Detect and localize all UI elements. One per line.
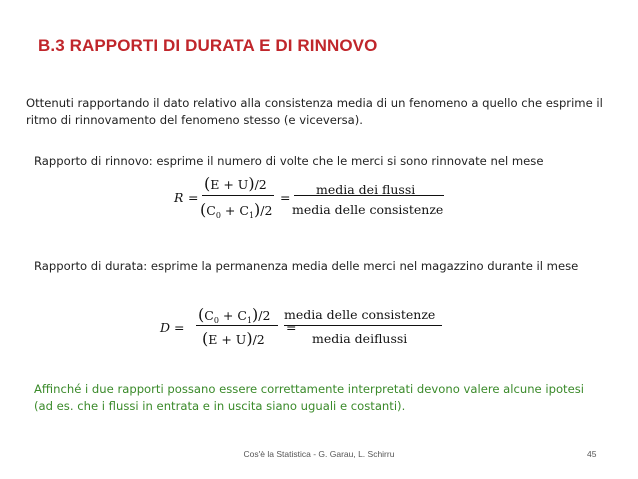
- formula-equals: =: [188, 190, 199, 205]
- fraction-bar: [196, 325, 278, 326]
- ratio-numerator: media dei flussi: [316, 182, 416, 197]
- formula-equals-2: =: [286, 320, 297, 335]
- formula-equals: =: [174, 320, 185, 335]
- formula-lhs: R: [174, 190, 184, 205]
- formula-denominator: $(C_0 + C_1)/2$: [200, 200, 273, 220]
- fraction-bar: [202, 195, 274, 196]
- intro-paragraph: Ottenuti rapportando il dato relativo alla consistenza media di un fenomeno a quello che esprime il ritmo di rinnovamento del fenomeno stesso (e viceversa).: [26, 96, 603, 127]
- durata-description: Rapporto di durata: esprime la permanenza media delle merci nel magazzino durante il mese: [34, 259, 579, 273]
- ratio-denominator: media delle consistenze: [292, 202, 444, 217]
- formula-equals-2: =: [280, 190, 291, 205]
- note-paragraph: Affinché i due rapporti possano essere correttamente interpretati devono valere alcune ipotesi (ad es. che i flussi in entrata e in uscita siano uguali e costanti).: [34, 382, 584, 413]
- durata-formula: [160, 303, 450, 353]
- page-number: 45: [587, 449, 597, 459]
- slide-title: B.3 RAPPORTI DI DURATA E DI RINNOVO: [38, 36, 378, 55]
- formula-denominator: (E + U)/2: [202, 329, 265, 348]
- ratio-numerator: media delle consistenze: [284, 307, 436, 322]
- ratio-denominator: media deiflussi: [312, 331, 408, 346]
- fraction-bar: [284, 325, 442, 326]
- formula-numerator: (E + U)/2: [204, 174, 267, 193]
- formula-numerator: $(C_0 + C_1)/2$: [198, 305, 271, 325]
- formula-lhs: D: [160, 320, 171, 335]
- rinnovo-formula: [174, 174, 444, 220]
- footer-credit: Cos'è la Statistica - G. Garau, L. Schirru: [243, 449, 395, 459]
- fraction-bar: [294, 195, 444, 196]
- rinnovo-description: Rapporto di rinnovo: esprime il numero di volte che le merci si sono rinnovate nel mese: [34, 154, 544, 168]
